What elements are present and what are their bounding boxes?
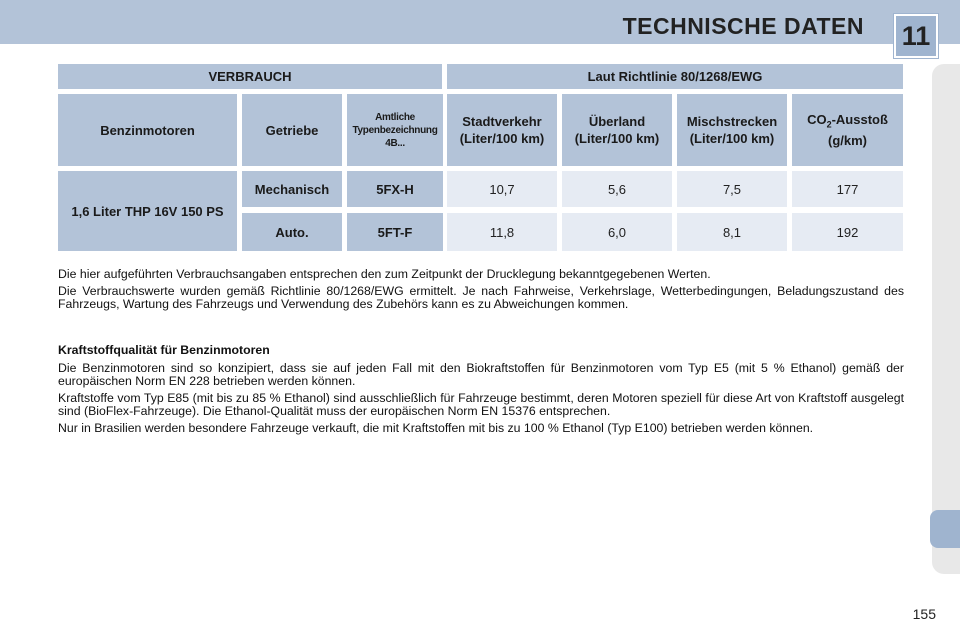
mixed-header-line2: (Liter/100 km) (689, 131, 775, 146)
row1-co2: 177 (792, 171, 903, 207)
highway-header-line2: (Liter/100 km) (574, 131, 660, 146)
fuel-quality-section (58, 344, 904, 439)
group-header-directive: Laut Richtlinie 80/1268/EWG (447, 64, 903, 89)
co2-header-line2: (g/km) (828, 132, 867, 148)
paragraph-2: Die Verbrauchswerte wurden gemäß Richtlinie 80/1268/EWG ermittelt. Je nach Fahrweise, Verkehrslage, Wetterbedingungen, Beladungszustand des Fahrzeugs, Wartung des Fahrzeugs und Verwendung des Zubehörs kann es zu Abweichungen kommen. (58, 284, 904, 311)
type-header-line1: Amtliche (375, 111, 415, 123)
page-title: TECHNISCHE DATEN (622, 13, 864, 39)
mixed-header-line1: Mischstrecken (686, 114, 778, 129)
row1-type: 5FX-H (347, 171, 443, 207)
co2-suffix: -Ausstoß (831, 112, 888, 128)
row2-gearbox: Auto. (242, 213, 342, 251)
column-header-city (447, 94, 557, 166)
side-rail-marker (930, 510, 960, 548)
row2-mixed: 8,1 (677, 213, 787, 251)
row2-type: 5FT-F (347, 213, 443, 251)
column-header-highway (562, 94, 672, 166)
row2-co2: 192 (792, 213, 903, 251)
row2-city: 11,8 (447, 213, 557, 251)
paragraph-1: Die hier aufgeführten Verbrauchsangaben entsprechen den zum Zeitpunkt der Drucklegung bekanntgegebenen Werten. (58, 267, 711, 281)
column-header-mixed (677, 94, 787, 166)
page-number: 155 (912, 606, 936, 622)
column-header-gearbox: Getriebe (242, 94, 342, 166)
engine-name-cell: 1,6 Liter THP 16V 150 PS (58, 171, 237, 251)
chapter-number: 11 (901, 20, 931, 51)
row1-gearbox: Mechanisch (242, 171, 342, 207)
group-header-consumption: VERBRAUCH (58, 64, 442, 89)
column-header-co2 (792, 94, 903, 166)
row1-mixed: 7,5 (677, 171, 787, 207)
co2-prefix: CO (807, 112, 827, 128)
consumption-notes (58, 268, 904, 315)
city-header-line2: (Liter/100 km) (459, 131, 545, 146)
chapter-tab (894, 14, 938, 58)
city-header-line1: Stadtverkehr (462, 114, 542, 129)
paragraph-5: Nur in Brasilien werden besondere Fahrzeuge verkauft, die mit Kraftstoffen mit bis zu 100 % Ethanol (Typ E100) betrieben werden können. (58, 421, 814, 435)
row1-highway: 5,6 (562, 171, 672, 207)
section-heading: Kraftstoffqualität für Benzinmotoren (58, 343, 270, 357)
highway-header-line1: Überland (588, 114, 646, 129)
paragraph-3: Die Benzinmotoren sind so konzipiert, dass sie auf jeden Fall mit den Biokraftstoffen für Benzinmotoren vom Typ E5 (mit 5 % Ethanol) gemäß der europäischen Norm EN 228 betrieben werden können. (58, 361, 904, 388)
side-rail (932, 64, 960, 574)
type-header-line3: 4B... (385, 137, 405, 149)
co2-header-line1 (807, 112, 888, 133)
column-header-type (347, 94, 443, 166)
paragraph-4: Kraftstoffe vom Typ E85 (mit bis zu 85 % Ethanol) sind ausschließlich für Fahrzeuge bestimmt, deren Motoren speziell für diese Art von Kraftstoff ausgelegt sind (BioFlex-Fahrzeuge). Die Ethanol-Qualität muss der europäischen Norm EN 15376 entsprechen. (58, 391, 904, 418)
type-header-line2: Typenbezeichnung (352, 124, 438, 136)
row1-city: 10,7 (447, 171, 557, 207)
row2-highway: 6,0 (562, 213, 672, 251)
column-header-engine: Benzinmotoren (58, 94, 237, 166)
co2-subscript: 2 (826, 119, 832, 130)
